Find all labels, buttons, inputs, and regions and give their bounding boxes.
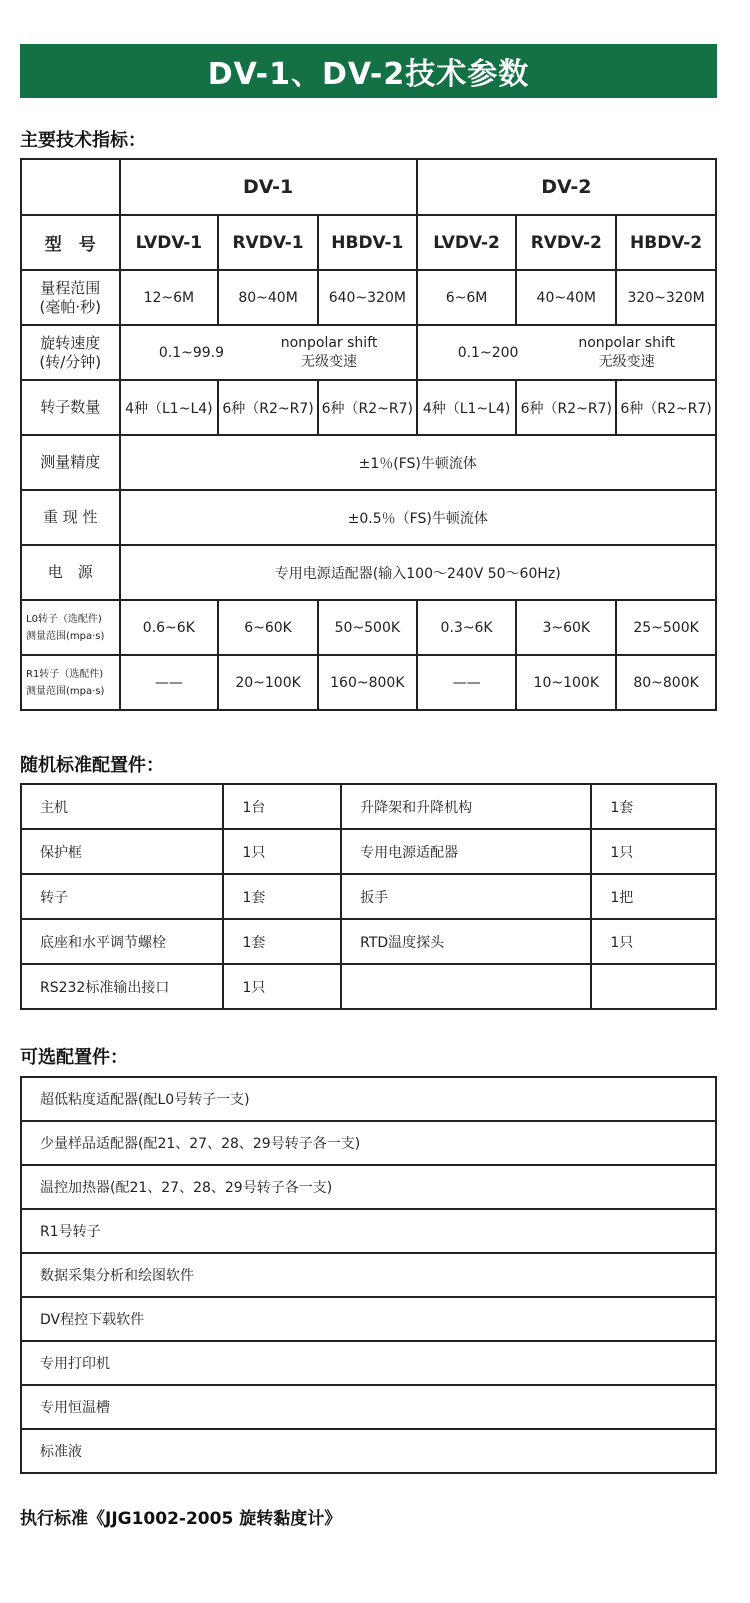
l0-label: L0转子（选配件) 测量范围(mpa·s): [21, 600, 120, 655]
standard-items-table: [20, 783, 717, 1010]
std-item-name: 扳手: [341, 874, 591, 919]
section-title-optional: 可选配置件：: [20, 1047, 128, 1068]
std-item-name: 主机: [21, 784, 223, 829]
std-item-qty: 1套: [223, 919, 341, 964]
section-title-main-spec: 主要技术指标：: [20, 130, 146, 151]
spec-corner-cell: [21, 159, 120, 215]
range-cell: 12~6M: [120, 270, 219, 325]
optional-item: R1号转子: [21, 1209, 716, 1253]
speed-dv1-cell: [120, 325, 417, 380]
table-row: [21, 964, 716, 1009]
model-cell: HBDV-1: [318, 215, 417, 270]
repeatability-row: [21, 490, 716, 545]
table-row: [21, 919, 716, 964]
r1-cell: 10~100K: [516, 655, 616, 710]
table-row: [21, 829, 716, 874]
group-dv1: DV-1: [120, 159, 417, 215]
r1-cell: 160~800K: [318, 655, 417, 710]
l0-cell: 6~60K: [218, 600, 318, 655]
accuracy-label: 测量精度: [21, 435, 120, 490]
r1-cell: ——: [120, 655, 219, 710]
l0-cell: 3~60K: [516, 600, 616, 655]
range-cell: 320~320M: [616, 270, 716, 325]
power-label: 电 源: [21, 545, 120, 600]
accuracy-row: [21, 435, 716, 490]
rotor-count-cell: 6种（R2~R7): [516, 380, 616, 435]
speed-dv2-mode-cn: 无级变速: [598, 353, 655, 370]
std-item-name: 保护框: [21, 829, 223, 874]
optional-item: DV程控下载软件: [21, 1297, 716, 1341]
speed-dv1-mode-cn: 无级变速: [301, 353, 358, 370]
std-item-qty: 1只: [591, 919, 716, 964]
model-cell: HBDV-2: [616, 215, 716, 270]
speed-dv1-value: 0.1~99.9: [158, 344, 225, 361]
std-item-qty: 1只: [591, 829, 716, 874]
spec-header-row: [21, 159, 716, 215]
std-item-qty: 1只: [223, 829, 341, 874]
optional-item: 标准液: [21, 1429, 716, 1473]
std-item-name: 升降架和升降机构: [341, 784, 591, 829]
range-cell: 80~40M: [218, 270, 318, 325]
speed-row: [21, 325, 716, 380]
section-title-standard: 随机标准配置件：: [20, 755, 164, 776]
r1-row: [21, 655, 716, 710]
list-item: [21, 1385, 716, 1429]
list-item: [21, 1297, 716, 1341]
optional-item: 少量样品适配器(配21、27、28、29号转子各一支): [21, 1121, 716, 1165]
range-cell: 6~6M: [417, 270, 517, 325]
repeatability-value: ±0.5％（FS)牛顿流体: [120, 490, 717, 545]
power-row: [21, 545, 716, 600]
repeatability-label: 重 现 性: [21, 490, 120, 545]
optional-item: 数据采集分析和绘图软件: [21, 1253, 716, 1297]
optional-item: 超低粘度适配器(配L0号转子一支): [21, 1077, 716, 1121]
std-item-qty: 1只: [223, 964, 341, 1009]
optional-items-table: [20, 1076, 717, 1474]
list-item: [21, 1121, 716, 1165]
model-row: [21, 215, 716, 270]
rotor-count-cell: 4种（L1~L4): [417, 380, 517, 435]
model-cell: LVDV-2: [417, 215, 517, 270]
range-cell: 640~320M: [318, 270, 417, 325]
l0-cell: 50~500K: [318, 600, 417, 655]
std-item-name: 转子: [21, 874, 223, 919]
optional-item: 专用恒温槽: [21, 1385, 716, 1429]
range-row: [21, 270, 716, 325]
l0-row: [21, 600, 716, 655]
std-item-name: 底座和水平调节螺栓: [21, 919, 223, 964]
model-cell: RVDV-2: [516, 215, 616, 270]
speed-label: 旋转速度 (转/分钟): [21, 325, 120, 380]
r1-cell: 80~800K: [616, 655, 716, 710]
speed-dv2-value: 0.1~200: [457, 344, 519, 361]
rotor-count-row: [21, 380, 716, 435]
page-banner: [20, 44, 717, 98]
rotor-count-cell: 6种（R2~R7): [318, 380, 417, 435]
model-cell: RVDV-1: [218, 215, 318, 270]
std-item-qty: [591, 964, 716, 1009]
range-label: 量程范围 (毫帕·秒): [21, 270, 120, 325]
list-item: [21, 1209, 716, 1253]
l0-cell: 0.6~6K: [120, 600, 219, 655]
speed-dv2-cell: [417, 325, 716, 380]
rotor-count-cell: 6种（R2~R7): [616, 380, 716, 435]
std-item-name: RTD温度探头: [341, 919, 591, 964]
std-item-qty: 1台: [223, 784, 341, 829]
r1-cell: 20~100K: [218, 655, 318, 710]
standard-footer: 执行标准《JJG1002-2005 旋转黏度计》: [20, 1509, 342, 1529]
list-item: [21, 1341, 716, 1385]
list-item: [21, 1165, 716, 1209]
list-item: [21, 1429, 716, 1473]
rotor-count-label: 转子数量: [21, 380, 120, 435]
std-item-qty: 1把: [591, 874, 716, 919]
list-item: [21, 1077, 716, 1121]
power-value: 专用电源适配器(输入100～240V 50～60Hz): [120, 545, 717, 600]
optional-item: 专用打印机: [21, 1341, 716, 1385]
model-label: 型 号: [21, 215, 120, 270]
std-item-name: RS232标准输出接口: [21, 964, 223, 1009]
optional-item: 温控加热器(配21、27、28、29号转子各一支): [21, 1165, 716, 1209]
group-dv2: DV-2: [417, 159, 716, 215]
table-row: [21, 874, 716, 919]
speed-dv2-mode-en: nonpolar shift: [578, 334, 676, 351]
accuracy-value: ±1％(FS)牛顿流体: [120, 435, 717, 490]
rotor-count-cell: 4种（L1~L4): [120, 380, 219, 435]
l0-cell: 25~500K: [616, 600, 716, 655]
list-item: [21, 1253, 716, 1297]
spec-table: [20, 158, 717, 711]
r1-cell: ——: [417, 655, 517, 710]
std-item-qty: 1套: [591, 784, 716, 829]
std-item-qty: 1套: [223, 874, 341, 919]
range-cell: 40~40M: [516, 270, 616, 325]
table-row: [21, 784, 716, 829]
l0-cell: 0.3~6K: [417, 600, 517, 655]
rotor-count-cell: 6种（R2~R7): [218, 380, 318, 435]
std-item-name: 专用电源适配器: [341, 829, 591, 874]
model-cell: LVDV-1: [120, 215, 219, 270]
std-item-name: [341, 964, 591, 1009]
r1-label: R1转子（选配件) 测量范围(mpa·s): [21, 655, 120, 710]
banner-title: DV-1、DV-2技术参数: [207, 57, 530, 92]
speed-dv1-mode-en: nonpolar shift: [280, 334, 378, 351]
